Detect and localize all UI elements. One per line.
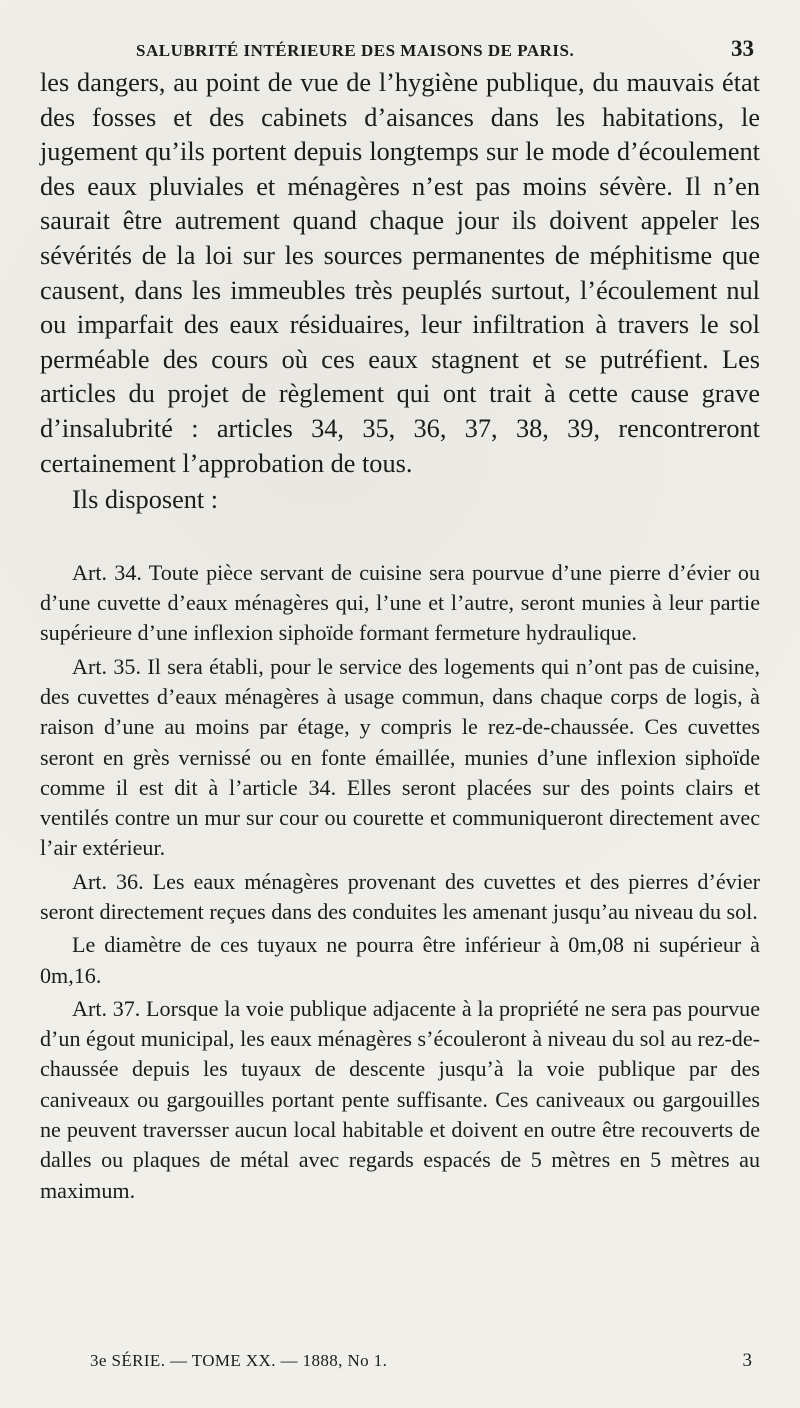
- article-37: Art. 37. Lorsque la voie publique adjacente à la propriété ne sera pas pourvue d’un égout municipal, les eaux ménagères s’écouleront à niveau du sol au rez-de-chaussée depuis les tuyaux de descente jusqu’à la voie publique par des caniveaux ou gargouilles portant pente suffisante. Ces caniveaux ou gargouilles ne peuvent traversser aucun local habitable et doivent en outre être recouverts de dalles ou plaques de métal avec regards espacés de 5 mètres en 5 mètres au maximum.: [40, 995, 760, 1203]
- page-number: 33: [731, 36, 754, 61]
- article-36: Art. 36. Les eaux ménagères provenant des cuvettes et des pierres d’évier seront directement reçues dans des conduites les amenant jusqu’au niveau du sol.: [40, 868, 760, 924]
- article-34: Art. 34. Toute pièce servant de cuisine sera pourvue d’une pierre d’évier ou d’une cuvette d’eaux ménagères qui, l’une et l’autre, seront munies à leur partie supérieure d’une inflexion siphoïde formant fermeture hydraulique.: [40, 559, 760, 646]
- running-title: SALUBRITÉ INTÉRIEURE DES MAISONS DE PARIS.: [136, 41, 575, 60]
- article-35: Art. 35. Il sera établi, pour le service des logements qui n’ont pas de cuisine, des cuvettes d’eaux ménagères à usage commun, dans chaque corps de logis, à raison d’une au moins par étage, y compris le rez-de-chaussée. Ces cuvettes seront en grès vernissé ou en fonte émaillée, munies d’une inflexion siphoïde comme il est dit à l’article 34. Elles seront placées sur des points clairs et ventilés contre un mur sur cour ou courette et communiqueront directement avec l’air extérieur.: [40, 653, 760, 861]
- body-paragraph: les dangers, au point de vue de l’hygiène publique, du mauvais état des fosses et des cabinets d’aisances dans les habitations, le jugement qu’ils portent depuis longtemps sur le mode d’écoulement des eaux pluviales et ménagères n’est pas moins sévère. Il n’en saurait être autrement quand chaque jour ils doivent appeler les sévérités de la loi sur les sources permanentes de méphitisme que causent, dans les immeubles très peuplés surtout, l’écoulement nul ou imparfait des eaux résiduaires, leur infiltration à travers le sol perméable des cours où ces eaux stagnent et se putréfient. Les articles du projet de règlement qui ont trait à cette cause grave d’insalubrité : articles 34, 35, 36, 37, 38, 39, rencontreront certainement l’approbation de tous.: [40, 68, 760, 478]
- sheet-number: 3: [742, 1350, 752, 1371]
- page-footer: [90, 1350, 752, 1372]
- signature-mark: 3e SÉRIE. — TOME XX. — 1888, No 1.: [90, 1351, 388, 1370]
- body-closing-line: Ils disposent :: [72, 485, 219, 515]
- running-head: [40, 36, 760, 62]
- article-36-diameter: Le diamètre de ces tuyaux ne pourra être inférieur à 0m,08 ni supérieur à 0m,16.: [40, 932, 760, 988]
- regulation-articles: [40, 558, 760, 1206]
